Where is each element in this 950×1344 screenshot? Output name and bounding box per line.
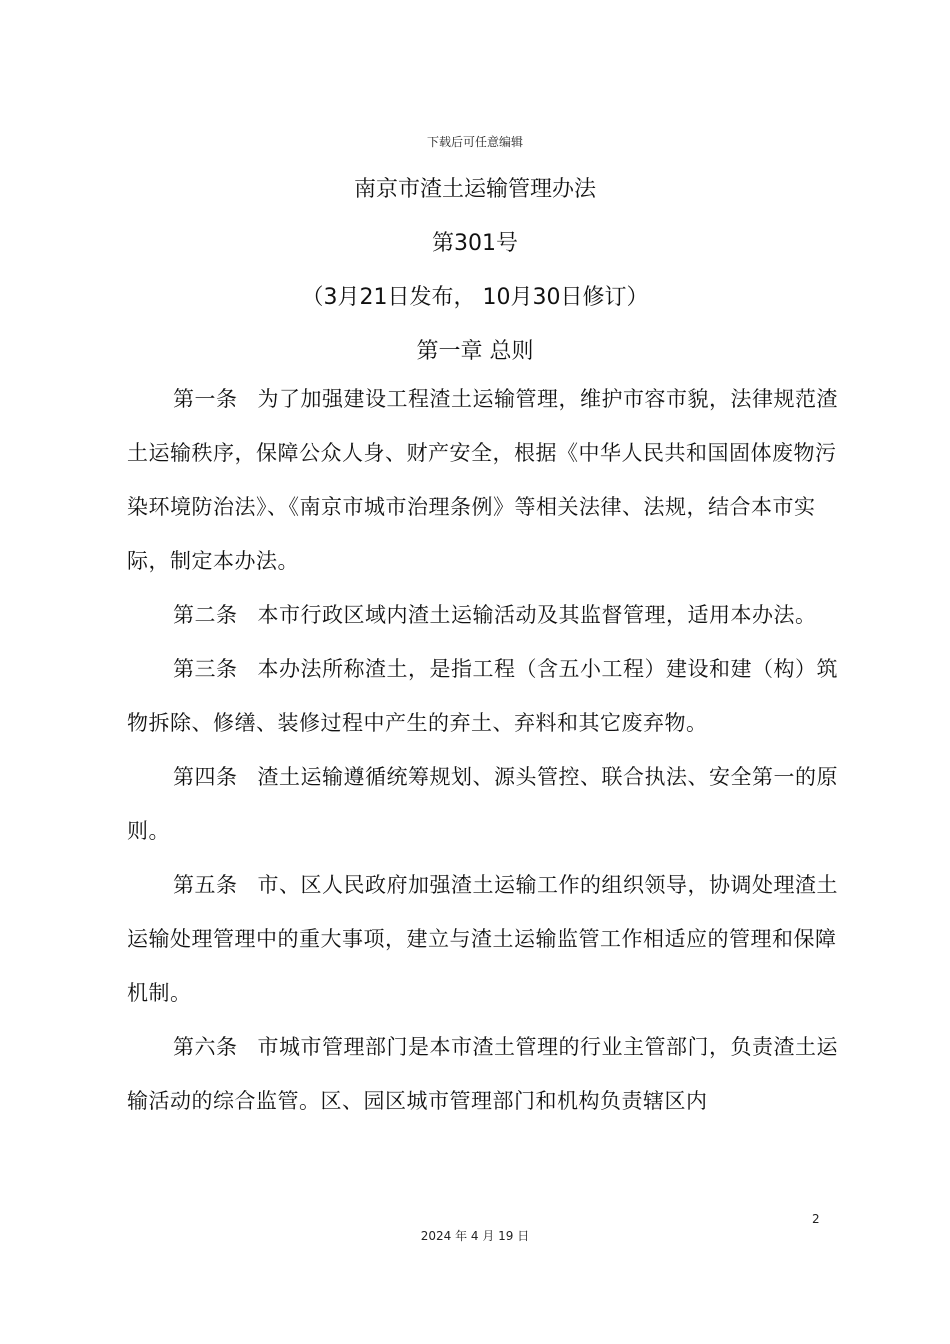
article-1 (127, 372, 839, 588)
article-number: 第一条 (173, 387, 238, 411)
article-number: 第二条 (173, 603, 238, 627)
article-2 (127, 588, 839, 642)
article-number: 第五条 (173, 873, 238, 897)
article-text: 渣土运输遵循统筹规划、源头管控、联合执法、安全第一的原则。 (127, 765, 838, 843)
article-text: 市城市管理部门是本市渣土管理的行业主管部门，负责渣土运输活动的综合监管。区、园区城市管理部门和机构负责辖区内 (127, 1035, 838, 1113)
article-text: 市、区人民政府加强渣土运输工作的组织领导，协调处理渣土运输处理管理中的重大事项，建立与渣土运输监管工作相适应的管理和保障机制。 (127, 873, 838, 1005)
article-6 (127, 1020, 839, 1128)
article-number: 第四条 (173, 765, 238, 789)
chapter-heading: 第一章 总则 (416, 339, 534, 364)
issue-info: （3月21日发布， 10月30日修订） (301, 285, 649, 310)
page-number: 2 (812, 1212, 820, 1226)
article-text: 本办法所称渣土，是指工程（含五小工程）建设和建（构）筑物拆除、修缮、装修过程中产生的弃土、弃料和其它废弃物。 (127, 657, 838, 735)
order-number: 第301号 (432, 231, 518, 256)
footer-date: 2024 年 4 月 19 日 (420, 1229, 530, 1243)
article-number: 第三条 (173, 657, 238, 681)
document-title: 南京市渣土运输管理办法 (353, 177, 596, 202)
header-note: 下载后可任意编辑 (426, 135, 523, 149)
article-4 (127, 750, 839, 858)
document-body (127, 372, 839, 1128)
article-5 (127, 858, 839, 1020)
article-number: 第六条 (173, 1035, 238, 1059)
article-text: 本市行政区域内渣土运输活动及其监督管理，适用本办法。 (257, 603, 817, 627)
article-3 (127, 642, 839, 750)
article-text: 为了加强建设工程渣土运输管理，维护市容市貌，法律规范渣土运输秩序，保障公众人身、财产安全，根据《中华人民共和国固体废物污染环境防治法》、《南京市城市治理条例》等相关法律、法规，结合本市实际，制定本办法。 (127, 387, 838, 573)
